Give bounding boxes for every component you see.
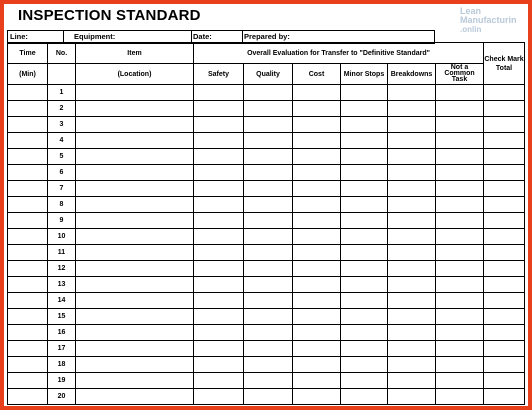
safety-header: Safety xyxy=(194,64,244,85)
cost-cell[interactable] xyxy=(293,101,341,117)
breakdowns-cell[interactable] xyxy=(388,245,436,261)
not-common-task-cell[interactable] xyxy=(436,325,484,341)
not-common-task-cell[interactable] xyxy=(436,309,484,325)
time-cell[interactable] xyxy=(8,165,48,181)
quality-cell[interactable] xyxy=(244,213,293,229)
safety-cell[interactable] xyxy=(194,293,244,309)
item-cell[interactable] xyxy=(76,341,194,357)
table-row xyxy=(8,389,525,405)
check-mark-cell[interactable] xyxy=(484,101,525,117)
logo-text-line-3: .onlin xyxy=(460,25,482,34)
row-number: 14 xyxy=(48,293,76,309)
item-cell[interactable] xyxy=(76,85,194,101)
time-cell[interactable] xyxy=(8,245,48,261)
row-number: 18 xyxy=(48,357,76,373)
check-mark-cell[interactable] xyxy=(484,389,525,405)
check-mark-cell[interactable] xyxy=(484,341,525,357)
check-mark-cell[interactable] xyxy=(484,133,525,149)
minor-stops-cell[interactable] xyxy=(341,245,388,261)
quality-cell[interactable] xyxy=(244,309,293,325)
equipment-label: Equipment: xyxy=(74,32,116,41)
minor-stops-cell[interactable] xyxy=(341,181,388,197)
row-number: 17 xyxy=(48,341,76,357)
item-header: Item xyxy=(76,43,194,64)
table-row xyxy=(8,277,525,293)
safety-cell[interactable] xyxy=(194,389,244,405)
breakdowns-cell[interactable] xyxy=(388,357,436,373)
not-common-task-cell[interactable] xyxy=(436,373,484,389)
row-number: 15 xyxy=(48,309,76,325)
cost-cell[interactable] xyxy=(293,181,341,197)
breakdowns-cell[interactable] xyxy=(388,373,436,389)
time-cell[interactable] xyxy=(8,261,48,277)
location-header: (Location) xyxy=(76,64,194,85)
table-row xyxy=(8,341,525,357)
breakdowns-cell[interactable] xyxy=(388,389,436,405)
quality-cell[interactable] xyxy=(244,197,293,213)
item-cell[interactable] xyxy=(76,309,194,325)
check-mark-cell[interactable] xyxy=(484,261,525,277)
overall-evaluation-header: Overall Evaluation for Transfer to "Definitive Standard" xyxy=(194,43,484,64)
quality-cell[interactable] xyxy=(244,373,293,389)
item-cell[interactable] xyxy=(76,261,194,277)
check-mark-cell[interactable] xyxy=(484,149,525,165)
breakdowns-cell[interactable] xyxy=(388,165,436,181)
item-cell[interactable] xyxy=(76,357,194,373)
cost-header: Cost xyxy=(293,64,341,85)
table-row xyxy=(8,101,525,117)
item-cell[interactable] xyxy=(76,149,194,165)
table-row xyxy=(8,245,525,261)
item-cell[interactable] xyxy=(76,117,194,133)
safety-cell[interactable] xyxy=(194,373,244,389)
minor-stops-cell[interactable] xyxy=(341,85,388,101)
not-common-task-cell[interactable] xyxy=(436,213,484,229)
minor-stops-cell[interactable] xyxy=(341,165,388,181)
quality-cell[interactable] xyxy=(244,325,293,341)
table-row xyxy=(8,117,525,133)
not-common-task-cell[interactable] xyxy=(436,229,484,245)
table-row xyxy=(8,85,525,101)
breakdowns-cell[interactable] xyxy=(388,117,436,133)
safety-cell[interactable] xyxy=(194,181,244,197)
breakdowns-cell[interactable] xyxy=(388,293,436,309)
logo-text-line-2: Manufacturin xyxy=(460,15,517,25)
row-number: 2 xyxy=(48,101,76,117)
time-cell[interactable] xyxy=(8,229,48,245)
time-cell[interactable] xyxy=(8,309,48,325)
not-common-task-cell[interactable] xyxy=(436,101,484,117)
time-cell[interactable] xyxy=(8,373,48,389)
row-number: 7 xyxy=(48,181,76,197)
table-row xyxy=(8,309,525,325)
cost-cell[interactable] xyxy=(293,213,341,229)
time-cell[interactable] xyxy=(8,341,48,357)
minor-stops-cell[interactable] xyxy=(341,357,388,373)
check-mark-cell[interactable] xyxy=(484,309,525,325)
quality-cell[interactable] xyxy=(244,341,293,357)
not-common-task-cell[interactable] xyxy=(436,85,484,101)
quality-cell[interactable] xyxy=(244,293,293,309)
item-cell[interactable] xyxy=(76,229,194,245)
minor-stops-cell[interactable] xyxy=(341,133,388,149)
quality-header: Quality xyxy=(244,64,293,85)
check-mark-cell[interactable] xyxy=(484,357,525,373)
prepared-by-label: Prepared by: xyxy=(244,32,290,41)
not-common-task-cell[interactable] xyxy=(436,261,484,277)
safety-cell[interactable] xyxy=(194,149,244,165)
not-common-task-cell[interactable] xyxy=(436,117,484,133)
breakdowns-cell[interactable] xyxy=(388,133,436,149)
quality-cell[interactable] xyxy=(244,357,293,373)
item-cell[interactable] xyxy=(76,245,194,261)
table-row xyxy=(8,325,525,341)
quality-cell[interactable] xyxy=(244,149,293,165)
quality-cell[interactable] xyxy=(244,389,293,405)
time-cell[interactable] xyxy=(8,85,48,101)
cost-cell[interactable] xyxy=(293,293,341,309)
breakdowns-cell[interactable] xyxy=(388,181,436,197)
safety-cell[interactable] xyxy=(194,117,244,133)
cost-cell[interactable] xyxy=(293,197,341,213)
minor-stops-cell[interactable] xyxy=(341,389,388,405)
row-number: 11 xyxy=(48,245,76,261)
quality-cell[interactable] xyxy=(244,165,293,181)
table-row xyxy=(8,261,525,277)
safety-cell[interactable] xyxy=(194,341,244,357)
cost-cell[interactable] xyxy=(293,325,341,341)
safety-cell[interactable] xyxy=(194,309,244,325)
row-number: 19 xyxy=(48,373,76,389)
breakdowns-cell[interactable] xyxy=(388,149,436,165)
check-mark-cell[interactable] xyxy=(484,245,525,261)
table-row xyxy=(8,181,525,197)
logo-text-line-1: Lean xyxy=(460,6,482,16)
table-row xyxy=(8,197,525,213)
cost-cell[interactable] xyxy=(293,389,341,405)
item-cell[interactable] xyxy=(76,101,194,117)
cost-cell[interactable] xyxy=(293,85,341,101)
cost-cell[interactable] xyxy=(293,117,341,133)
table-row xyxy=(8,149,525,165)
safety-cell[interactable] xyxy=(194,101,244,117)
time-cell[interactable] xyxy=(8,389,48,405)
time-cell[interactable] xyxy=(8,101,48,117)
quality-cell[interactable] xyxy=(244,101,293,117)
no-header: No. xyxy=(48,43,76,64)
safety-cell[interactable] xyxy=(194,165,244,181)
not-common-task-cell[interactable] xyxy=(436,149,484,165)
not-common-task-cell[interactable] xyxy=(436,341,484,357)
quality-cell[interactable] xyxy=(244,277,293,293)
time-cell[interactable] xyxy=(8,149,48,165)
cost-cell[interactable] xyxy=(293,261,341,277)
table-row xyxy=(8,165,525,181)
cost-cell[interactable] xyxy=(293,341,341,357)
row-number: 5 xyxy=(48,149,76,165)
quality-cell[interactable] xyxy=(244,261,293,277)
check-mark-cell[interactable] xyxy=(484,325,525,341)
minor-stops-cell[interactable] xyxy=(341,101,388,117)
time-cell[interactable] xyxy=(8,293,48,309)
breakdowns-cell[interactable] xyxy=(388,229,436,245)
item-cell[interactable] xyxy=(76,389,194,405)
cost-cell[interactable] xyxy=(293,357,341,373)
row-number: 1 xyxy=(48,85,76,101)
time-cell[interactable] xyxy=(8,181,48,197)
item-cell[interactable] xyxy=(76,181,194,197)
item-cell[interactable] xyxy=(76,165,194,181)
not-common-task-cell[interactable] xyxy=(436,197,484,213)
minor-stops-cell[interactable] xyxy=(341,197,388,213)
breakdowns-header: Breakdowns xyxy=(388,64,436,85)
cost-cell[interactable] xyxy=(293,373,341,389)
minor-stops-cell[interactable] xyxy=(341,117,388,133)
breakdowns-cell[interactable] xyxy=(388,341,436,357)
not-common-task-cell[interactable] xyxy=(436,277,484,293)
safety-cell[interactable] xyxy=(194,245,244,261)
quality-cell[interactable] xyxy=(244,229,293,245)
check-mark-cell[interactable] xyxy=(484,277,525,293)
breakdowns-cell[interactable] xyxy=(388,85,436,101)
time-cell[interactable] xyxy=(8,325,48,341)
date-label: Date: xyxy=(193,32,212,41)
safety-cell[interactable] xyxy=(194,325,244,341)
time-unit-header: (Min) xyxy=(8,64,48,85)
safety-cell[interactable] xyxy=(194,197,244,213)
not-common-task-cell[interactable] xyxy=(436,357,484,373)
row-number: 6 xyxy=(48,165,76,181)
minor-stops-cell[interactable] xyxy=(341,261,388,277)
quality-cell[interactable] xyxy=(244,85,293,101)
check-mark-total-header: Check Mark Total xyxy=(484,43,525,85)
safety-cell[interactable] xyxy=(194,133,244,149)
table-row xyxy=(8,229,525,245)
item-cell[interactable] xyxy=(76,325,194,341)
row-number: 20 xyxy=(48,389,76,405)
row-number: 16 xyxy=(48,325,76,341)
inspection-standard-sheet xyxy=(4,4,528,406)
item-cell[interactable] xyxy=(76,293,194,309)
safety-cell[interactable] xyxy=(194,213,244,229)
minor-stops-cell[interactable] xyxy=(341,309,388,325)
row-number: 13 xyxy=(48,277,76,293)
row-number: 8 xyxy=(48,197,76,213)
row-number: 4 xyxy=(48,133,76,149)
minor-stops-cell[interactable] xyxy=(341,149,388,165)
minor-stops-cell[interactable] xyxy=(341,213,388,229)
table-row xyxy=(8,373,525,389)
minor-stops-cell[interactable] xyxy=(341,373,388,389)
table-body xyxy=(8,85,525,405)
table-row xyxy=(8,213,525,229)
form-title: INSPECTION STANDARD xyxy=(18,7,201,24)
quality-cell[interactable] xyxy=(244,117,293,133)
check-mark-cell[interactable] xyxy=(484,165,525,181)
quality-cell[interactable] xyxy=(244,181,293,197)
not-common-task-cell[interactable] xyxy=(436,133,484,149)
check-mark-cell[interactable] xyxy=(484,229,525,245)
row-number: 3 xyxy=(48,117,76,133)
check-mark-cell[interactable] xyxy=(484,85,525,101)
minor-stops-header: Minor Stops xyxy=(341,64,388,85)
cost-cell[interactable] xyxy=(293,245,341,261)
safety-cell[interactable] xyxy=(194,261,244,277)
not-common-task-cell[interactable] xyxy=(436,245,484,261)
not-common-task-cell[interactable] xyxy=(436,293,484,309)
time-cell[interactable] xyxy=(8,133,48,149)
item-cell[interactable] xyxy=(76,197,194,213)
not-common-task-cell[interactable] xyxy=(436,181,484,197)
breakdowns-cell[interactable] xyxy=(388,309,436,325)
safety-cell[interactable] xyxy=(194,277,244,293)
row-number: 10 xyxy=(48,229,76,245)
safety-cell[interactable] xyxy=(194,85,244,101)
quality-cell[interactable] xyxy=(244,245,293,261)
not-common-task-header: Not a Common Task xyxy=(436,64,484,85)
cost-cell[interactable] xyxy=(293,229,341,245)
time-cell[interactable] xyxy=(8,117,48,133)
cost-cell[interactable] xyxy=(293,149,341,165)
minor-stops-cell[interactable] xyxy=(341,229,388,245)
time-cell[interactable] xyxy=(8,357,48,373)
line-label: Line: xyxy=(10,32,28,41)
quality-cell[interactable] xyxy=(244,133,293,149)
check-mark-cell[interactable] xyxy=(484,117,525,133)
cost-cell[interactable] xyxy=(293,165,341,181)
safety-cell[interactable] xyxy=(194,357,244,373)
breakdowns-cell[interactable] xyxy=(388,213,436,229)
table-row xyxy=(8,357,525,373)
row-number: 9 xyxy=(48,213,76,229)
check-mark-cell[interactable] xyxy=(484,197,525,213)
breakdowns-cell[interactable] xyxy=(388,197,436,213)
table-row xyxy=(8,133,525,149)
minor-stops-cell[interactable] xyxy=(341,325,388,341)
breakdowns-cell[interactable] xyxy=(388,261,436,277)
item-cell[interactable] xyxy=(76,133,194,149)
check-mark-cell[interactable] xyxy=(484,213,525,229)
inspection-table xyxy=(7,42,525,405)
minor-stops-cell[interactable] xyxy=(341,277,388,293)
row-number: 12 xyxy=(48,261,76,277)
time-header: Time xyxy=(8,43,48,64)
check-mark-cell[interactable] xyxy=(484,373,525,389)
item-cell[interactable] xyxy=(76,373,194,389)
minor-stops-cell[interactable] xyxy=(341,293,388,309)
not-common-task-cell[interactable] xyxy=(436,389,484,405)
safety-cell[interactable] xyxy=(194,229,244,245)
not-common-task-cell[interactable] xyxy=(436,165,484,181)
breakdowns-cell[interactable] xyxy=(388,101,436,117)
minor-stops-cell[interactable] xyxy=(341,341,388,357)
item-cell[interactable] xyxy=(76,213,194,229)
breakdowns-cell[interactable] xyxy=(388,277,436,293)
time-cell[interactable] xyxy=(8,197,48,213)
cost-cell[interactable] xyxy=(293,133,341,149)
check-mark-cell[interactable] xyxy=(484,181,525,197)
cost-cell[interactable] xyxy=(293,277,341,293)
check-mark-cell[interactable] xyxy=(484,293,525,309)
time-cell[interactable] xyxy=(8,213,48,229)
breakdowns-cell[interactable] xyxy=(388,325,436,341)
table-row xyxy=(8,293,525,309)
no-subheader xyxy=(48,64,76,85)
cost-cell[interactable] xyxy=(293,309,341,325)
time-cell[interactable] xyxy=(8,277,48,293)
item-cell[interactable] xyxy=(76,277,194,293)
